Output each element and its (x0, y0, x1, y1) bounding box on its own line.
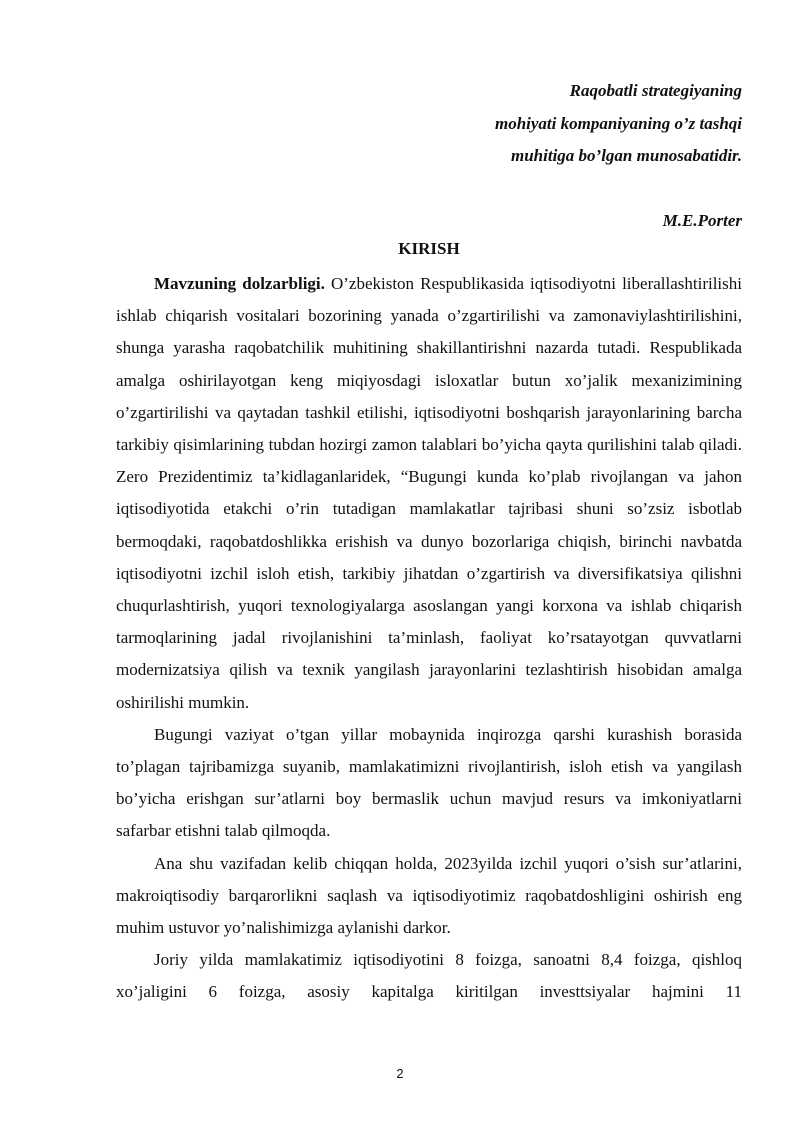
epigraph (116, 75, 742, 237)
paragraph-lead: Mavzuning dolzarbligi. (154, 274, 325, 293)
paragraph (116, 944, 742, 1008)
epigraph-line: muhitiga bo’lgan munosabatidir. (511, 146, 742, 165)
page-number: 2 (396, 1066, 404, 1081)
body-text (116, 268, 742, 1009)
epigraph-line: Raqobatli strategiyaning (569, 81, 742, 100)
section-heading: KIRISH (398, 239, 460, 258)
epigraph-line: mohiyati kompaniyaning o’z tashqi (494, 113, 742, 133)
paragraph-text: O’zbekiston Respublikasida iqtisodiyotni liberallashtirilishi ishlab chiqarish vositalari bozorining yanada o’zgartirilishi va zamonaviylashtirilishini, shunga yarasha raqobatchilik muhitining shakillantirishni nazarda tutadi. Respublikada amalga oshirilayotgan keng miqiyosdagi isloxatlar butun xo’jalik mexanizimining o’zgartirilishi va qaytadan tashkil etilishi, iqtisodiyotni boshqarish jarayonlarining barcha tarkibiy qisimlarining tubdan hozirgi zamon talablari bo’yicha qayta qurilishini talab qiladi. Zero Prezidentimiz ta’kidlaganlaridek, “Bugungi kunda ko’plab rivojlangan va jahon iqtisodiyotida etakchi o’rin tutadigan mamlakatlar tajribasi shuni so’zsiz isbotlab bermoqdaki, raqobatdoshlikka erishish va dunyo bozorlariga chiqish, birinchi navbatda iqtisodiyotni izchil isloh etish, tarkibiy jihatdan o’zgartirish va diversifikatsiya qilishni chuqurlashtirish, yuqori texnologiyalarga asoslangan yangi korxona va ishlab chiqarish tarmoqlarining jadal rivojlanishini ta’minlash, faoliyat ko’rsatayotgan quvvatlarni modernizatsiya qilish va texnik yangilash jarayonlarini tezlashtirish hisobidan amalga oshirilishi mumkin. (116, 274, 742, 712)
paragraph (116, 719, 742, 848)
epigraph-author: M.E.Porter (662, 210, 742, 230)
paragraph-text: Joriy yilda mamlakatimiz iqtisodiyotini 8 foizga, sanoatni 8,4 foizga, qishloq xo’jaligini 6 foizga, asosiy kapitalga kiritilgan investtsiyalar hajmini 11 (116, 950, 742, 1002)
paragraph-text: Ana shu vazifadan kelib chiqqan holda, 2023yilda izchil yuqori o’sish sur’atlarini, makroiqtisodiy barqarorlikni saqlash va iqtisodiyotimiz raqobatdoshligini oshirish eng muhim ustuvor yo’nalishimizga aylanishi darkor. (116, 853, 742, 938)
paragraph (116, 268, 742, 719)
paragraph-text: Bugungi vaziyat o’tgan yillar mobaynida inqirozga qarshi kurashish borasida to’plagan tajribamizga suyanib, mamlakatimizni rivojlantirish, isloh etish va yangilash bo’yicha erishgan sur’atlarni boy bermaslik uchun mavjud resurs va imkoniyatlarni safarbar etishni talab qilmoqda. (116, 724, 742, 841)
paragraph (116, 848, 742, 945)
